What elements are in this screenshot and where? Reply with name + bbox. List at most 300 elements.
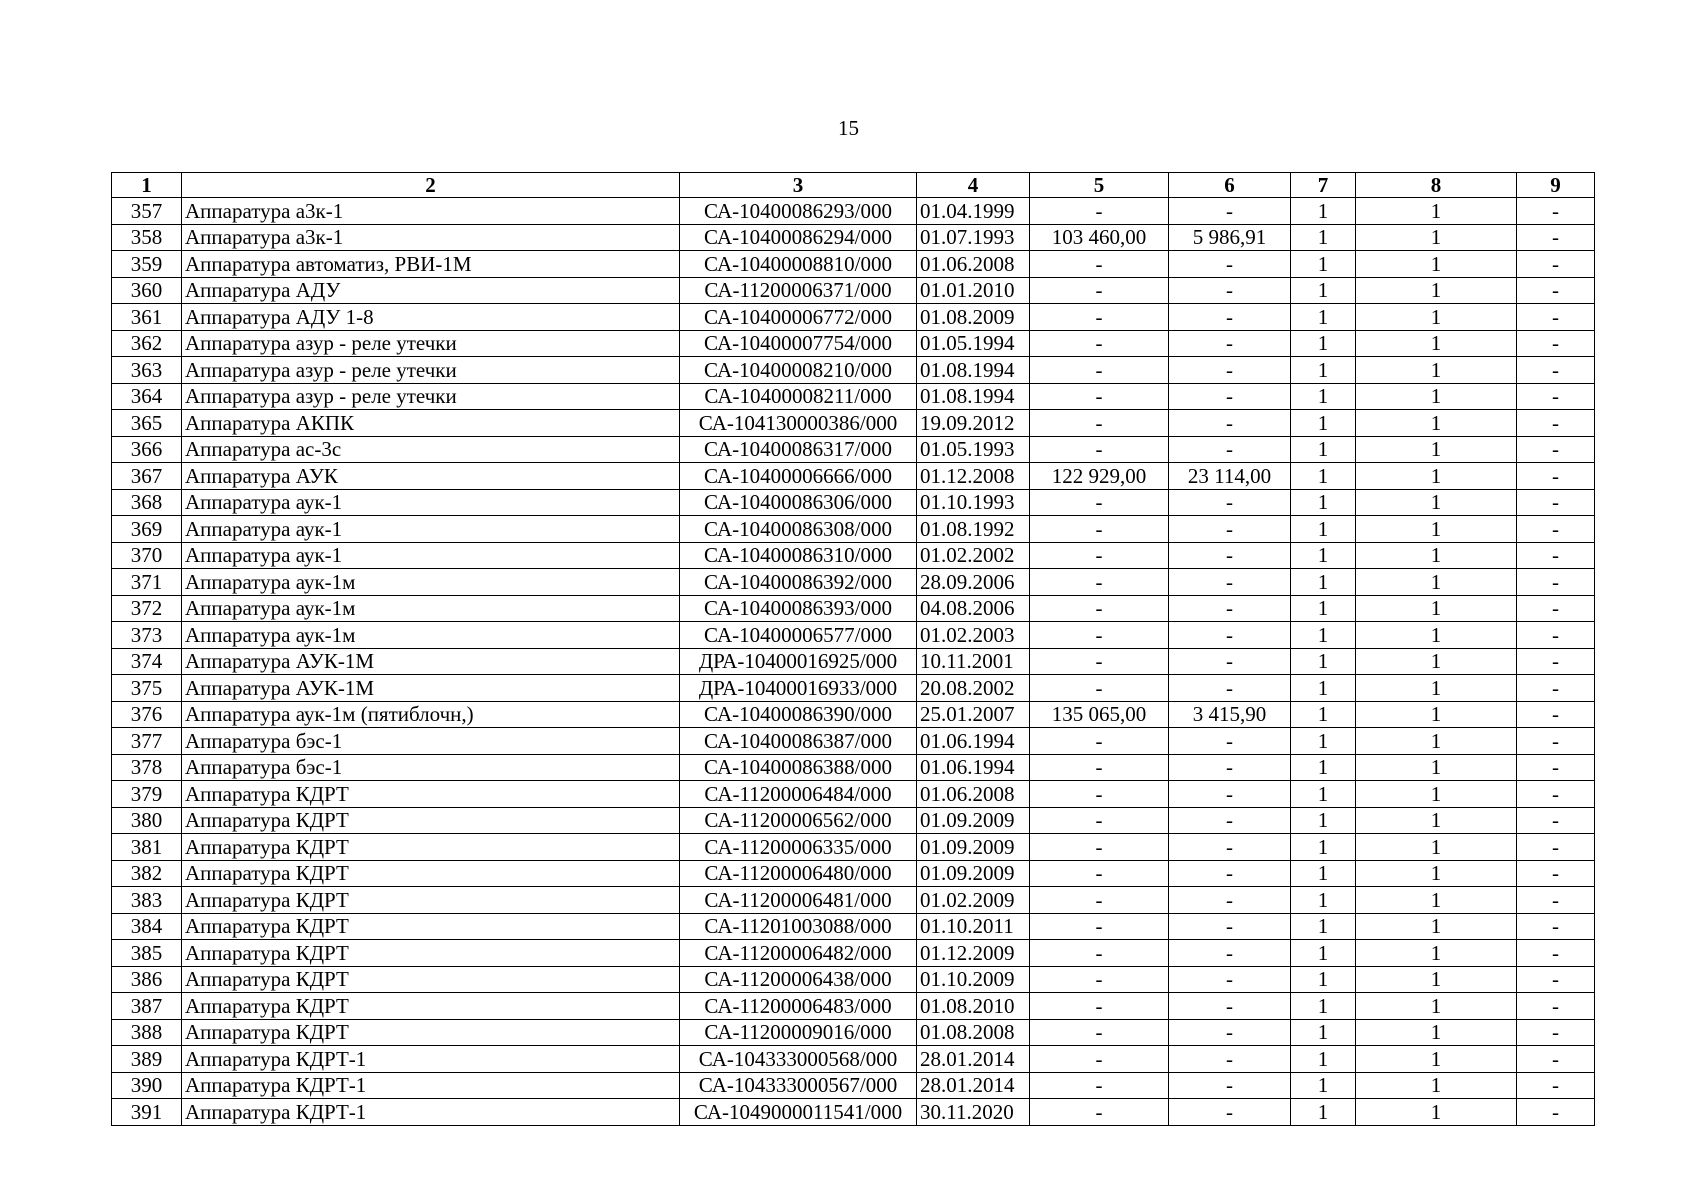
table-row <box>112 622 1595 649</box>
cell-value-6: - <box>1169 860 1291 887</box>
cell-value-8: 1 <box>1356 569 1517 596</box>
column-header-9: 9 <box>1517 173 1595 198</box>
cell-item-name: Аппаратура КДРТ <box>182 887 680 914</box>
cell-value-7: 1 <box>1291 648 1356 675</box>
cell-row-number: 373 <box>112 622 182 649</box>
cell-inventory-number: СА-10400086390/000 <box>680 701 917 728</box>
cell-row-number: 362 <box>112 330 182 357</box>
column-header-8: 8 <box>1356 173 1517 198</box>
cell-value-8: 1 <box>1356 595 1517 622</box>
cell-row-number: 368 <box>112 489 182 516</box>
cell-value-6: - <box>1169 251 1291 278</box>
cell-value-9: - <box>1517 887 1595 914</box>
table-row <box>112 913 1595 940</box>
cell-value-9: - <box>1517 569 1595 596</box>
cell-item-name: Аппаратура АДУ <box>182 277 680 304</box>
cell-date: 01.08.2010 <box>917 993 1030 1020</box>
table-row <box>112 357 1595 384</box>
cell-row-number: 388 <box>112 1019 182 1046</box>
table-row <box>112 887 1595 914</box>
cell-row-number: 367 <box>112 463 182 490</box>
cell-value-6: - <box>1169 1099 1291 1126</box>
cell-item-name: Аппаратура аук-1м <box>182 569 680 596</box>
cell-value-7: 1 <box>1291 940 1356 967</box>
cell-item-name: Аппаратура КДРТ <box>182 913 680 940</box>
cell-value-7: 1 <box>1291 1099 1356 1126</box>
cell-value-9: - <box>1517 622 1595 649</box>
cell-value-8: 1 <box>1356 781 1517 808</box>
cell-value-9: - <box>1517 383 1595 410</box>
cell-value-6: - <box>1169 569 1291 596</box>
cell-value-7: 1 <box>1291 569 1356 596</box>
cell-value-9: - <box>1517 781 1595 808</box>
cell-row-number: 364 <box>112 383 182 410</box>
table-row <box>112 198 1595 225</box>
cell-value-8: 1 <box>1356 622 1517 649</box>
cell-row-number: 369 <box>112 516 182 543</box>
cell-row-number: 391 <box>112 1099 182 1126</box>
cell-value-6: - <box>1169 940 1291 967</box>
cell-date: 01.02.2009 <box>917 887 1030 914</box>
cell-value-5: - <box>1030 1019 1169 1046</box>
cell-value-8: 1 <box>1356 701 1517 728</box>
cell-date: 01.12.2009 <box>917 940 1030 967</box>
cell-value-7: 1 <box>1291 1046 1356 1073</box>
cell-date: 01.08.1994 <box>917 357 1030 384</box>
table-row <box>112 251 1595 278</box>
cell-value-8: 1 <box>1356 728 1517 755</box>
cell-item-name: Аппаратура ас-3с <box>182 436 680 463</box>
table-row <box>112 860 1595 887</box>
cell-value-8: 1 <box>1356 807 1517 834</box>
cell-value-6: - <box>1169 410 1291 437</box>
table-row <box>112 966 1595 993</box>
cell-value-6: - <box>1169 966 1291 993</box>
cell-value-7: 1 <box>1291 754 1356 781</box>
cell-value-6: - <box>1169 198 1291 225</box>
cell-item-name: Аппаратура КДРТ <box>182 1019 680 1046</box>
cell-value-6: - <box>1169 330 1291 357</box>
cell-row-number: 385 <box>112 940 182 967</box>
cell-value-9: - <box>1517 648 1595 675</box>
cell-value-9: - <box>1517 251 1595 278</box>
cell-value-9: - <box>1517 542 1595 569</box>
cell-value-5: - <box>1030 251 1169 278</box>
cell-item-name: Аппаратура КДРТ <box>182 781 680 808</box>
table-row <box>112 807 1595 834</box>
cell-inventory-number: СА-1049000011541/000 <box>680 1099 917 1126</box>
table-row <box>112 701 1595 728</box>
cell-inventory-number: СА-11200006481/000 <box>680 887 917 914</box>
cell-row-number: 382 <box>112 860 182 887</box>
cell-item-name: Аппаратура азур - реле утечки <box>182 383 680 410</box>
cell-value-6: - <box>1169 834 1291 861</box>
cell-item-name: Аппаратура аук-1м (пятиблочн,) <box>182 701 680 728</box>
cell-value-5: - <box>1030 277 1169 304</box>
cell-row-number: 386 <box>112 966 182 993</box>
cell-row-number: 357 <box>112 198 182 225</box>
cell-item-name: Аппаратура КДРТ <box>182 993 680 1020</box>
cell-value-9: - <box>1517 410 1595 437</box>
table-row <box>112 516 1595 543</box>
cell-value-8: 1 <box>1356 648 1517 675</box>
cell-row-number: 381 <box>112 834 182 861</box>
cell-row-number: 366 <box>112 436 182 463</box>
cell-item-name: Аппаратура КДРТ-1 <box>182 1046 680 1073</box>
cell-value-7: 1 <box>1291 198 1356 225</box>
table-row <box>112 463 1595 490</box>
cell-value-9: - <box>1517 993 1595 1020</box>
column-header-2: 2 <box>182 173 680 198</box>
inventory-table <box>111 172 1595 1126</box>
cell-value-6: - <box>1169 913 1291 940</box>
cell-date: 01.05.1994 <box>917 330 1030 357</box>
cell-row-number: 358 <box>112 224 182 251</box>
cell-date: 30.11.2020 <box>917 1099 1030 1126</box>
cell-value-8: 1 <box>1356 383 1517 410</box>
cell-value-7: 1 <box>1291 595 1356 622</box>
table-row <box>112 1099 1595 1126</box>
cell-value-8: 1 <box>1356 834 1517 861</box>
cell-item-name: Аппаратура азур - реле утечки <box>182 357 680 384</box>
cell-value-8: 1 <box>1356 1099 1517 1126</box>
cell-date: 01.09.2009 <box>917 807 1030 834</box>
cell-value-5: - <box>1030 198 1169 225</box>
cell-value-7: 1 <box>1291 224 1356 251</box>
cell-inventory-number: СА-10400006577/000 <box>680 622 917 649</box>
cell-item-name: Аппаратура аук-1 <box>182 516 680 543</box>
cell-date: 04.08.2006 <box>917 595 1030 622</box>
cell-value-9: - <box>1517 277 1595 304</box>
cell-value-5: 135 065,00 <box>1030 701 1169 728</box>
cell-item-name: Аппаратура АУК-1М <box>182 648 680 675</box>
cell-value-9: - <box>1517 860 1595 887</box>
cell-value-7: 1 <box>1291 1019 1356 1046</box>
cell-value-7: 1 <box>1291 622 1356 649</box>
cell-value-5: - <box>1030 569 1169 596</box>
cell-value-7: 1 <box>1291 807 1356 834</box>
cell-inventory-number: СА-10400086387/000 <box>680 728 917 755</box>
cell-value-8: 1 <box>1356 542 1517 569</box>
cell-value-5: - <box>1030 754 1169 781</box>
cell-date: 01.06.2008 <box>917 251 1030 278</box>
cell-inventory-number: СА-10400008211/000 <box>680 383 917 410</box>
cell-row-number: 372 <box>112 595 182 622</box>
cell-value-9: - <box>1517 516 1595 543</box>
cell-value-9: - <box>1517 940 1595 967</box>
cell-inventory-number: СА-10400086317/000 <box>680 436 917 463</box>
cell-value-9: - <box>1517 1072 1595 1099</box>
table-row <box>112 993 1595 1020</box>
cell-date: 25.01.2007 <box>917 701 1030 728</box>
cell-date: 01.02.2002 <box>917 542 1030 569</box>
cell-value-5: - <box>1030 1099 1169 1126</box>
cell-value-7: 1 <box>1291 304 1356 331</box>
cell-value-8: 1 <box>1356 940 1517 967</box>
cell-row-number: 379 <box>112 781 182 808</box>
cell-value-9: - <box>1517 754 1595 781</box>
cell-value-8: 1 <box>1356 277 1517 304</box>
cell-date: 01.06.2008 <box>917 781 1030 808</box>
table-row <box>112 330 1595 357</box>
cell-row-number: 363 <box>112 357 182 384</box>
cell-value-6: - <box>1169 675 1291 702</box>
cell-value-5: - <box>1030 357 1169 384</box>
cell-value-8: 1 <box>1356 489 1517 516</box>
cell-date: 01.08.2008 <box>917 1019 1030 1046</box>
table-header <box>112 173 1595 198</box>
cell-value-5: - <box>1030 542 1169 569</box>
column-header-4: 4 <box>917 173 1030 198</box>
cell-item-name: Аппаратура бэс-1 <box>182 728 680 755</box>
table-row <box>112 754 1595 781</box>
cell-value-6: 23 114,00 <box>1169 463 1291 490</box>
table-row <box>112 728 1595 755</box>
cell-inventory-number: СА-10400086308/000 <box>680 516 917 543</box>
table-row <box>112 304 1595 331</box>
cell-value-7: 1 <box>1291 277 1356 304</box>
cell-item-name: Аппаратура АКПК <box>182 410 680 437</box>
cell-row-number: 389 <box>112 1046 182 1073</box>
cell-value-6: - <box>1169 357 1291 384</box>
cell-item-name: Аппаратура КДРТ <box>182 807 680 834</box>
cell-value-9: - <box>1517 834 1595 861</box>
cell-date: 01.06.1994 <box>917 728 1030 755</box>
cell-row-number: 370 <box>112 542 182 569</box>
cell-value-5: - <box>1030 913 1169 940</box>
cell-inventory-number: СА-10400086293/000 <box>680 198 917 225</box>
cell-value-6: - <box>1169 595 1291 622</box>
cell-value-8: 1 <box>1356 357 1517 384</box>
table-row <box>112 781 1595 808</box>
table-row <box>112 410 1595 437</box>
cell-value-6: - <box>1169 648 1291 675</box>
cell-item-name: Аппаратура а3к-1 <box>182 224 680 251</box>
cell-value-8: 1 <box>1356 966 1517 993</box>
cell-value-9: - <box>1517 463 1595 490</box>
cell-item-name: Аппаратура аук-1 <box>182 489 680 516</box>
cell-inventory-number: СА-11200006483/000 <box>680 993 917 1020</box>
table-row <box>112 1019 1595 1046</box>
cell-value-5: - <box>1030 887 1169 914</box>
cell-inventory-number: СА-11200006438/000 <box>680 966 917 993</box>
cell-value-6: - <box>1169 542 1291 569</box>
cell-value-8: 1 <box>1356 1046 1517 1073</box>
cell-row-number: 360 <box>112 277 182 304</box>
cell-item-name: Аппаратура КДРТ <box>182 966 680 993</box>
cell-value-9: - <box>1517 1099 1595 1126</box>
cell-value-6: - <box>1169 1019 1291 1046</box>
cell-value-5: - <box>1030 516 1169 543</box>
cell-item-name: Аппаратура КДРТ-1 <box>182 1072 680 1099</box>
cell-value-9: - <box>1517 966 1595 993</box>
cell-inventory-number: СА-10400086388/000 <box>680 754 917 781</box>
cell-date: 01.10.1993 <box>917 489 1030 516</box>
cell-value-8: 1 <box>1356 1072 1517 1099</box>
cell-value-9: - <box>1517 675 1595 702</box>
column-header-5: 5 <box>1030 173 1169 198</box>
cell-row-number: 359 <box>112 251 182 278</box>
cell-value-6: - <box>1169 516 1291 543</box>
cell-value-6: 3 415,90 <box>1169 701 1291 728</box>
cell-value-8: 1 <box>1356 436 1517 463</box>
cell-value-5: - <box>1030 436 1169 463</box>
table-row <box>112 595 1595 622</box>
cell-value-5: 122 929,00 <box>1030 463 1169 490</box>
cell-date: 01.12.2008 <box>917 463 1030 490</box>
cell-date: 28.01.2014 <box>917 1046 1030 1073</box>
table-row <box>112 489 1595 516</box>
cell-value-9: - <box>1517 304 1595 331</box>
cell-value-8: 1 <box>1356 463 1517 490</box>
cell-value-7: 1 <box>1291 834 1356 861</box>
cell-value-7: 1 <box>1291 489 1356 516</box>
cell-date: 10.11.2001 <box>917 648 1030 675</box>
cell-value-5: - <box>1030 675 1169 702</box>
cell-inventory-number: ДРА-10400016925/000 <box>680 648 917 675</box>
cell-date: 01.05.1993 <box>917 436 1030 463</box>
cell-value-9: - <box>1517 728 1595 755</box>
cell-date: 01.02.2003 <box>917 622 1030 649</box>
cell-date: 01.09.2009 <box>917 860 1030 887</box>
cell-inventory-number: СА-10400007754/000 <box>680 330 917 357</box>
cell-value-9: - <box>1517 1019 1595 1046</box>
cell-value-7: 1 <box>1291 251 1356 278</box>
cell-value-7: 1 <box>1291 993 1356 1020</box>
cell-inventory-number: СА-104333000567/000 <box>680 1072 917 1099</box>
table-row <box>112 940 1595 967</box>
cell-value-8: 1 <box>1356 330 1517 357</box>
cell-value-7: 1 <box>1291 701 1356 728</box>
cell-value-7: 1 <box>1291 1072 1356 1099</box>
cell-value-8: 1 <box>1356 410 1517 437</box>
cell-value-7: 1 <box>1291 542 1356 569</box>
cell-row-number: 375 <box>112 675 182 702</box>
cell-value-8: 1 <box>1356 251 1517 278</box>
cell-item-name: Аппаратура АУК-1М <box>182 675 680 702</box>
cell-value-9: - <box>1517 913 1595 940</box>
cell-value-5: - <box>1030 489 1169 516</box>
cell-value-7: 1 <box>1291 728 1356 755</box>
cell-row-number: 377 <box>112 728 182 755</box>
cell-value-7: 1 <box>1291 675 1356 702</box>
cell-inventory-number: СА-104130000386/000 <box>680 410 917 437</box>
cell-value-8: 1 <box>1356 993 1517 1020</box>
cell-value-8: 1 <box>1356 754 1517 781</box>
cell-value-8: 1 <box>1356 516 1517 543</box>
cell-date: 19.09.2012 <box>917 410 1030 437</box>
cell-value-5: - <box>1030 304 1169 331</box>
column-header-6: 6 <box>1169 173 1291 198</box>
cell-value-5: - <box>1030 1046 1169 1073</box>
cell-value-8: 1 <box>1356 224 1517 251</box>
cell-value-8: 1 <box>1356 198 1517 225</box>
cell-row-number: 365 <box>112 410 182 437</box>
cell-value-5: - <box>1030 860 1169 887</box>
cell-value-9: - <box>1517 489 1595 516</box>
cell-value-5: - <box>1030 781 1169 808</box>
cell-inventory-number: СА-11201003088/000 <box>680 913 917 940</box>
cell-date: 01.10.2009 <box>917 966 1030 993</box>
cell-value-6: - <box>1169 1072 1291 1099</box>
cell-row-number: 378 <box>112 754 182 781</box>
cell-value-6: - <box>1169 887 1291 914</box>
cell-inventory-number: СА-10400006666/000 <box>680 463 917 490</box>
cell-row-number: 384 <box>112 913 182 940</box>
cell-value-5: - <box>1030 383 1169 410</box>
cell-item-name: Аппаратура азур - реле утечки <box>182 330 680 357</box>
cell-row-number: 376 <box>112 701 182 728</box>
cell-value-9: - <box>1517 330 1595 357</box>
cell-value-5: - <box>1030 834 1169 861</box>
cell-inventory-number: СА-11200006562/000 <box>680 807 917 834</box>
cell-value-6: - <box>1169 436 1291 463</box>
cell-date: 01.08.2009 <box>917 304 1030 331</box>
cell-row-number: 390 <box>112 1072 182 1099</box>
cell-value-7: 1 <box>1291 436 1356 463</box>
cell-row-number: 383 <box>112 887 182 914</box>
cell-date: 01.01.2010 <box>917 277 1030 304</box>
cell-value-7: 1 <box>1291 516 1356 543</box>
cell-value-7: 1 <box>1291 887 1356 914</box>
cell-inventory-number: СА-11200006335/000 <box>680 834 917 861</box>
cell-value-8: 1 <box>1356 675 1517 702</box>
cell-row-number: 380 <box>112 807 182 834</box>
cell-inventory-number: СА-10400008810/000 <box>680 251 917 278</box>
cell-row-number: 361 <box>112 304 182 331</box>
cell-date: 01.08.1992 <box>917 516 1030 543</box>
cell-value-7: 1 <box>1291 383 1356 410</box>
cell-value-6: - <box>1169 993 1291 1020</box>
cell-value-5: - <box>1030 410 1169 437</box>
cell-value-6: - <box>1169 754 1291 781</box>
table-row <box>112 383 1595 410</box>
cell-value-9: - <box>1517 701 1595 728</box>
cell-inventory-number: ДРА-10400016933/000 <box>680 675 917 702</box>
cell-item-name: Аппаратура АУК <box>182 463 680 490</box>
column-header-1: 1 <box>112 173 182 198</box>
header-row <box>112 173 1595 198</box>
cell-value-7: 1 <box>1291 913 1356 940</box>
cell-value-6: - <box>1169 728 1291 755</box>
table-row <box>112 436 1595 463</box>
cell-date: 01.10.2011 <box>917 913 1030 940</box>
cell-value-6: - <box>1169 277 1291 304</box>
cell-item-name: Аппаратура бэс-1 <box>182 754 680 781</box>
table-row <box>112 569 1595 596</box>
cell-inventory-number: СА-10400006772/000 <box>680 304 917 331</box>
cell-date: 01.09.2009 <box>917 834 1030 861</box>
cell-date: 01.08.1994 <box>917 383 1030 410</box>
cell-value-9: - <box>1517 357 1595 384</box>
cell-value-7: 1 <box>1291 410 1356 437</box>
cell-inventory-number: СА-10400086392/000 <box>680 569 917 596</box>
table-row <box>112 675 1595 702</box>
table-row <box>112 648 1595 675</box>
cell-value-7: 1 <box>1291 330 1356 357</box>
table-row <box>112 224 1595 251</box>
cell-value-6: - <box>1169 304 1291 331</box>
table-row <box>112 1046 1595 1073</box>
cell-value-6: - <box>1169 489 1291 516</box>
cell-value-5: - <box>1030 622 1169 649</box>
cell-inventory-number: СА-11200009016/000 <box>680 1019 917 1046</box>
cell-value-8: 1 <box>1356 887 1517 914</box>
cell-value-5: - <box>1030 330 1169 357</box>
cell-value-6: 5 986,91 <box>1169 224 1291 251</box>
cell-value-7: 1 <box>1291 463 1356 490</box>
table-row <box>112 542 1595 569</box>
